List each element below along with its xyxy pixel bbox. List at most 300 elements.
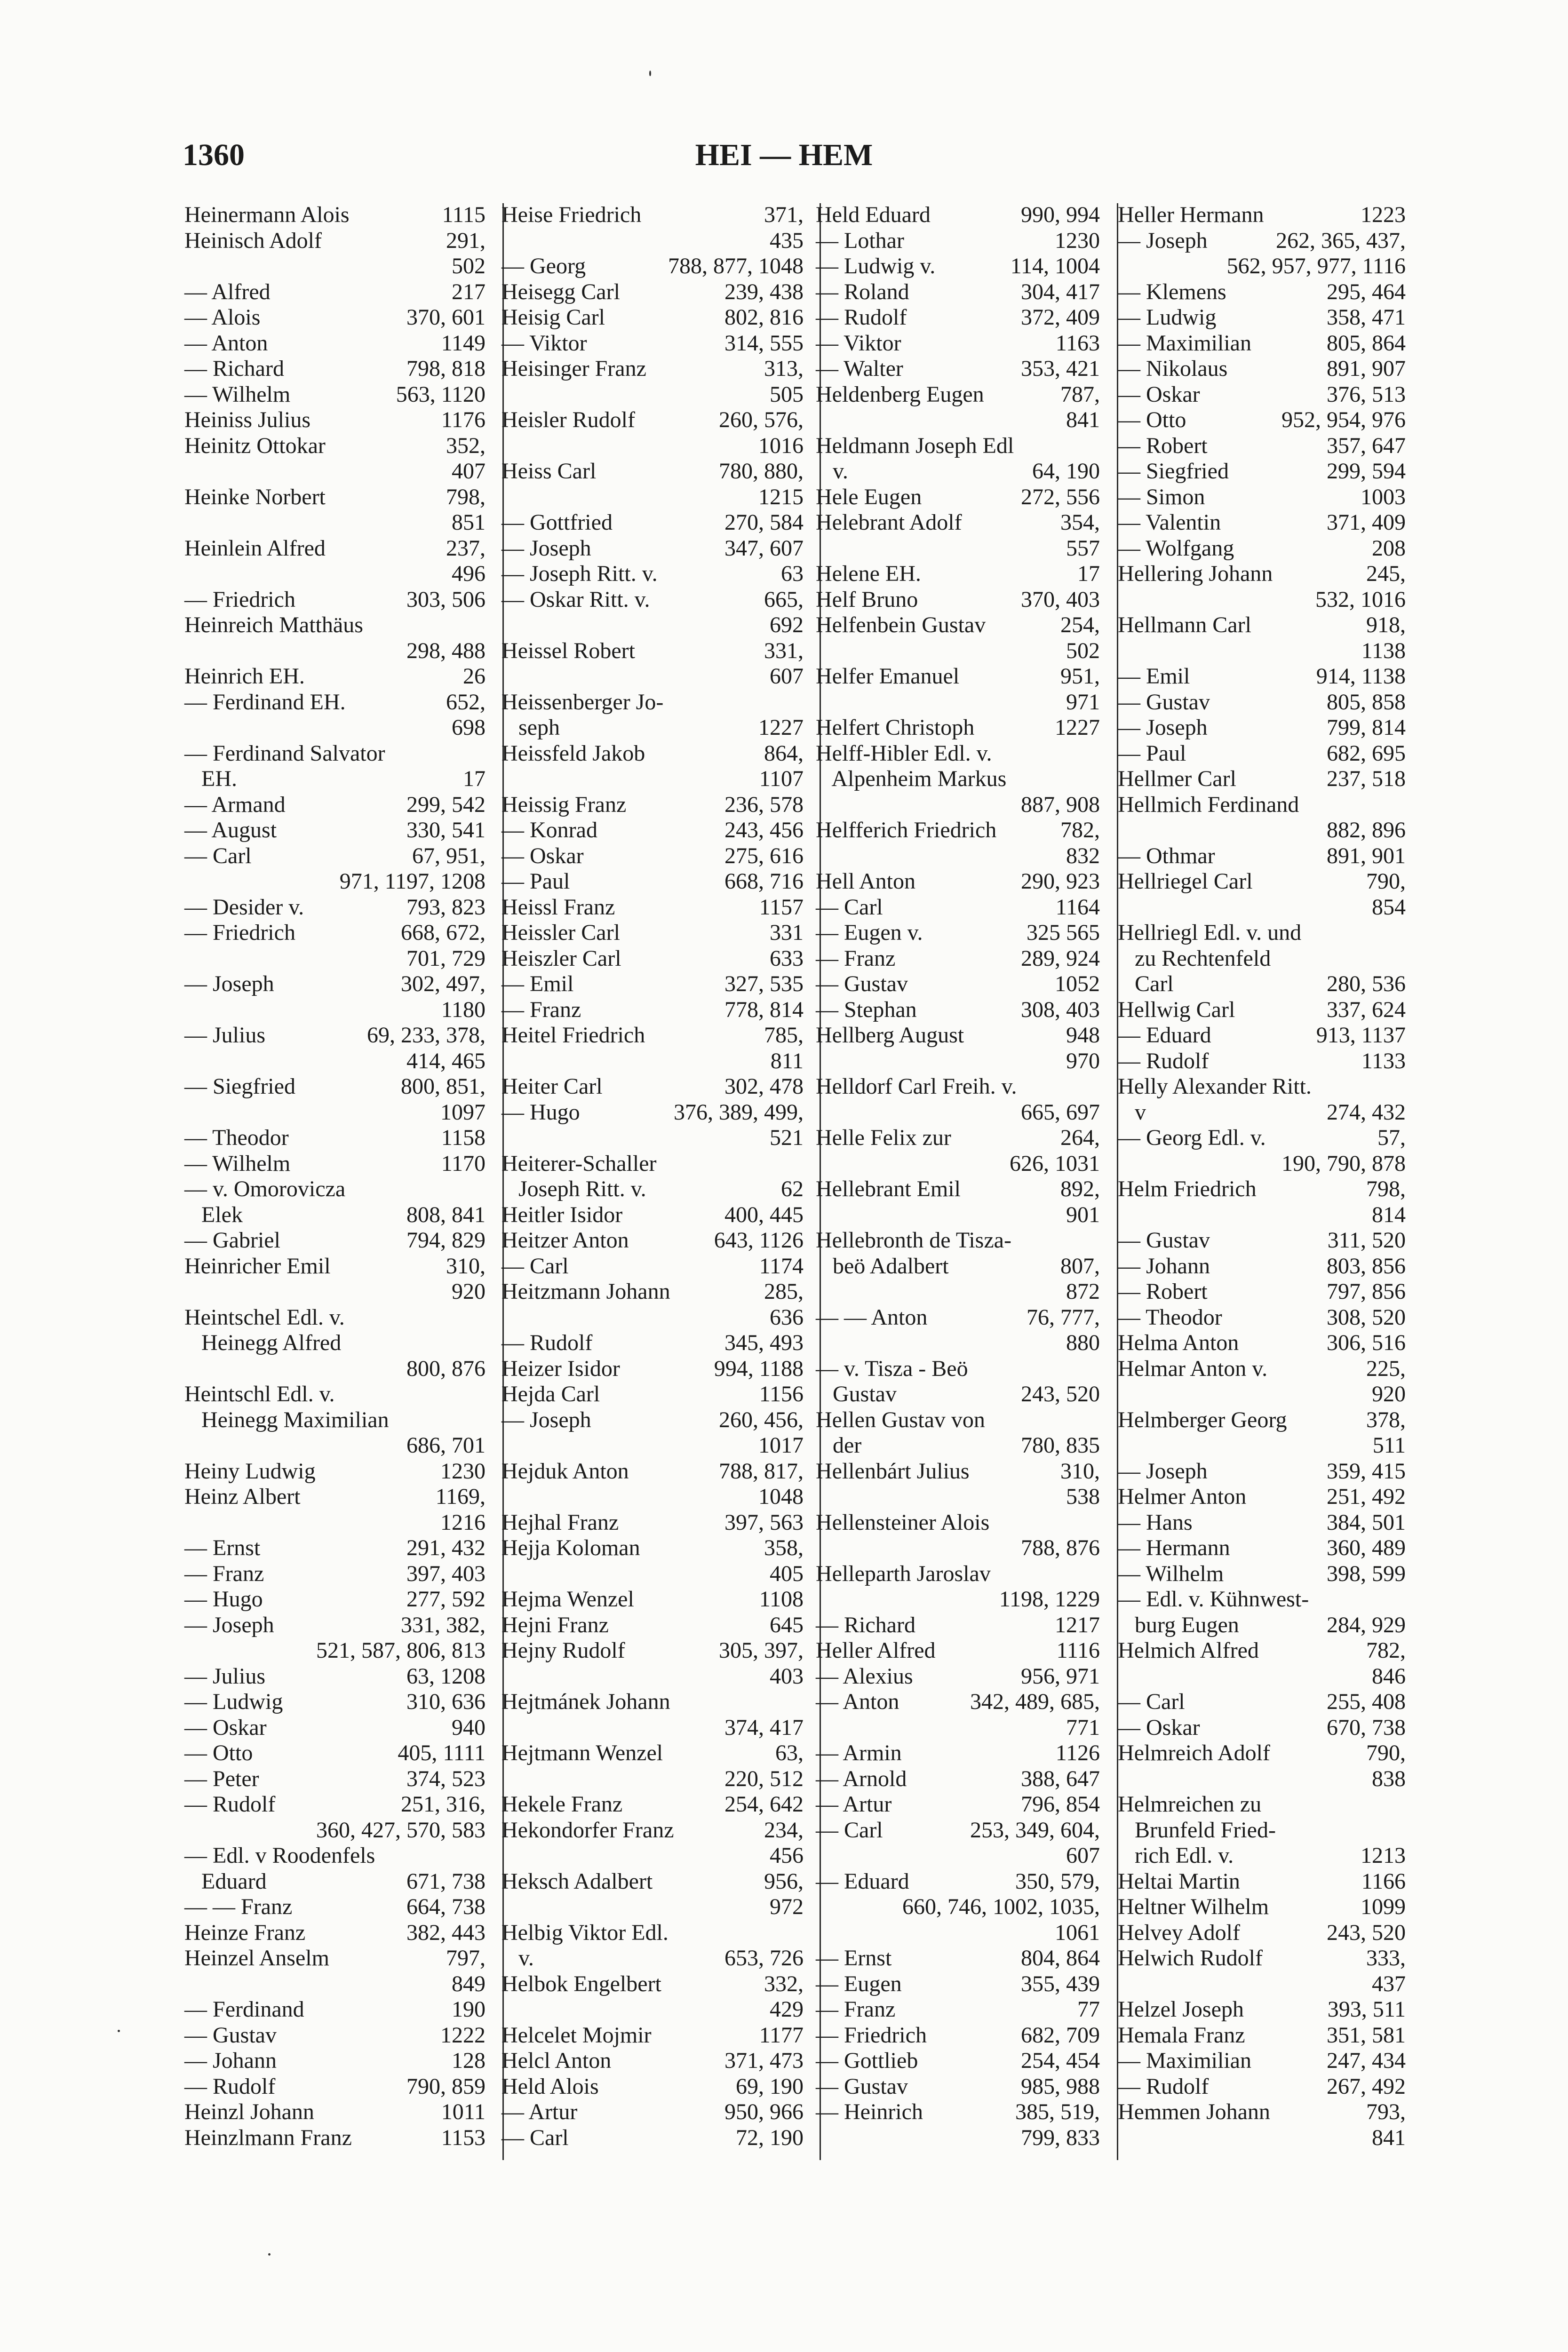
entry-name: Helff-Hibler Edl. v.: [816, 740, 992, 766]
entry-pages: 1149: [441, 330, 486, 356]
entry-pages: 354,: [1060, 510, 1100, 535]
entry-name: — Carl: [501, 2125, 569, 2150]
index-entry: [816, 1176, 1100, 1202]
index-entry: [816, 715, 1100, 741]
entry-name: Alpenheim Markus: [816, 766, 1007, 791]
entry-pages: 254,: [1060, 612, 1100, 637]
index-entry: [501, 587, 804, 613]
entry-pages: 557: [1066, 535, 1100, 561]
index-entry: [501, 1305, 804, 1331]
index-entry: [816, 1894, 1100, 1920]
entry-name: — Ludwig v.: [816, 254, 936, 278]
entry-pages: 260, 456,: [719, 1407, 804, 1432]
entry-pages: 502: [452, 254, 486, 278]
entry-pages: 220, 512: [724, 1766, 804, 1791]
index-entry: [501, 382, 804, 408]
entry-name: Heiszler Carl: [501, 946, 621, 971]
entry-pages: 920: [1372, 1382, 1406, 1406]
entry-name: Heinisch Adolf: [184, 228, 322, 253]
index-entry: [501, 1894, 804, 1920]
index-entry: [1118, 1997, 1406, 2023]
index-entry: [816, 2099, 1100, 2125]
index-entry: [816, 1202, 1100, 1228]
entry-pages: 251, 316,: [401, 1792, 486, 1817]
entry-name: Heinricher Emil: [184, 1253, 331, 1279]
entry-pages: 832: [1066, 843, 1100, 868]
index-entry: [816, 741, 1100, 767]
index-entry: [501, 1356, 804, 1382]
entry-name: Eduard: [184, 1868, 267, 1894]
index-entry: [184, 1049, 486, 1074]
index-entry: [1118, 1561, 1406, 1587]
entry-pages: 327, 535: [724, 971, 804, 996]
index-entry: [501, 1535, 804, 1561]
entry-pages: 243, 520: [1021, 1382, 1100, 1406]
index-entry: [184, 1305, 486, 1331]
index-entry: [501, 433, 804, 459]
entry-pages: 701, 729: [406, 946, 486, 971]
entry-pages: 803, 856: [1327, 1253, 1406, 1279]
index-entry: [501, 997, 804, 1023]
entry-name: Helmreichen zu: [1118, 1792, 1262, 1817]
index-entry: [184, 612, 486, 638]
index-entry: [1118, 1074, 1406, 1100]
index-entry: [1118, 895, 1406, 921]
entry-pages: 636: [770, 1304, 804, 1330]
index-entry: [501, 1843, 804, 1869]
index-entry: [1118, 1843, 1406, 1869]
index-entry: [1118, 587, 1406, 613]
entry-name: Hellwig Carl: [1118, 997, 1235, 1022]
entry-name: Heller Alfred: [816, 1638, 936, 1663]
index-entry: [1118, 920, 1406, 946]
entry-pages: 277, 592: [406, 1587, 486, 1612]
entry-name: — Franz: [816, 1997, 896, 2022]
entry-name: Heitzmann Johann: [501, 1279, 670, 1304]
index-entry: [816, 1664, 1100, 1690]
entry-name: — Ferdinand EH.: [184, 689, 346, 715]
index-entry: [184, 228, 486, 254]
index-entry: [501, 612, 804, 638]
index-entry: [501, 2099, 804, 2125]
index-entry: [501, 664, 804, 690]
entry-pages: 372, 409: [1021, 305, 1100, 330]
entry-pages: 1011: [441, 2099, 486, 2124]
index-entry: [816, 1330, 1100, 1356]
entry-name: Helzel Joseph: [1118, 1997, 1244, 2022]
entry-pages: 260, 576,: [719, 407, 804, 432]
entry-pages: 357, 647: [1327, 433, 1406, 458]
entry-pages: 298, 488: [406, 638, 486, 663]
index-entry: [1118, 1740, 1406, 1766]
entry-pages: 948: [1066, 1023, 1100, 1048]
entry-pages: 841: [1066, 407, 1100, 432]
entry-name: — Carl: [184, 843, 252, 868]
entry-name: Helmar Anton v.: [1118, 1356, 1268, 1381]
entry-name: Heissl Franz: [501, 894, 615, 920]
entry-name: Hejtmann Wenzel: [501, 1740, 663, 1765]
index-entry: [184, 690, 486, 715]
entry-pages: 128: [452, 2048, 486, 2073]
index-column-1: [184, 202, 486, 2151]
entry-name: Heizer Isidor: [501, 1356, 620, 1381]
entry-pages: 521: [770, 1125, 804, 1150]
entry-pages: 267, 492: [1327, 2074, 1406, 2099]
entry-name: — Emil: [1118, 664, 1190, 689]
index-entry: [816, 2048, 1100, 2074]
entry-pages: 782,: [1366, 1638, 1406, 1663]
entry-name: — Julius: [184, 1023, 266, 1048]
entry-name: — Desider v.: [184, 894, 304, 920]
entry-pages: 291,: [446, 228, 486, 253]
entry-pages: 1115: [442, 202, 486, 227]
entry-name: — Julius: [184, 1663, 266, 1689]
entry-name: Hellebrant Emil: [816, 1176, 961, 1201]
index-entry: [1118, 510, 1406, 536]
entry-name: — Roland: [816, 279, 909, 304]
entry-name: Heintschl Edl. v.: [184, 1382, 335, 1406]
entry-pages: 793,: [1366, 2099, 1406, 2124]
entry-pages: 239, 438: [724, 279, 804, 304]
entry-pages: 371, 409: [1327, 510, 1406, 535]
entry-name: Heltai Martin: [1118, 1868, 1240, 1894]
index-entry: [816, 1740, 1100, 1766]
entry-name: v.: [501, 1946, 534, 1971]
entry-name: Hellberg August: [816, 1023, 964, 1048]
index-entry: [816, 1484, 1100, 1510]
entry-name: — Siegfried: [1118, 459, 1229, 484]
index-entry: [501, 843, 804, 869]
entry-pages: 69, 233, 378,: [367, 1023, 486, 1048]
entry-name: Joseph Ritt. v.: [501, 1176, 646, 1201]
entry-name: — Alexius: [816, 1663, 913, 1689]
entry-pages: 1157: [759, 894, 804, 920]
entry-pages: 290, 923: [1021, 869, 1100, 894]
index-entry: [816, 433, 1100, 459]
entry-name: — Friedrich: [816, 2022, 927, 2048]
index-entry: [501, 766, 804, 792]
entry-pages: 456: [770, 1843, 804, 1868]
index-entry: [501, 792, 804, 818]
entry-pages: 682, 695: [1327, 740, 1406, 766]
index-entry: [816, 1946, 1100, 1971]
entry-pages: 76, 777,: [1027, 1304, 1100, 1330]
index-entry: [184, 202, 486, 228]
index-entry: [501, 1279, 804, 1305]
entry-name: — Ferdinand: [184, 1997, 304, 2022]
entry-name: Heintschel Edl. v.: [184, 1304, 345, 1330]
entry-pages: 1227: [758, 715, 804, 740]
entry-pages: 17: [463, 766, 486, 791]
index-entry: [1118, 356, 1406, 382]
entry-pages: 1230: [440, 1458, 486, 1484]
entry-name: — Armin: [816, 1740, 902, 1765]
index-entry: [1118, 843, 1406, 869]
index-entry: [501, 690, 804, 715]
index-entry: [501, 895, 804, 921]
entry-name: Helmich Alfred: [1118, 1638, 1259, 1663]
entry-pages: 799, 833: [1021, 2125, 1100, 2150]
index-entry: [816, 536, 1100, 562]
index-entry: [1118, 1356, 1406, 1382]
entry-pages: 371, 473: [724, 2048, 804, 2073]
entry-pages: 1213: [1361, 1843, 1406, 1868]
entry-pages: 633: [770, 946, 804, 971]
entry-pages: 234,: [764, 1817, 804, 1843]
entry-pages: 407: [452, 459, 486, 484]
index-entry: [816, 1510, 1100, 1536]
index-entry: [1118, 1433, 1406, 1459]
entry-pages: 398, 599: [1327, 1561, 1406, 1586]
index-entry: [816, 1792, 1100, 1818]
entry-pages: 351, 581: [1327, 2022, 1406, 2048]
index-entry: [1118, 664, 1406, 690]
entry-pages: 682, 709: [1021, 2022, 1100, 2048]
index-entry: [816, 459, 1100, 485]
entry-pages: 305, 397,: [719, 1638, 804, 1663]
entry-pages: 69, 190: [736, 2074, 804, 2099]
index-entry: [184, 1100, 486, 1126]
entry-pages: 285,: [764, 1279, 804, 1304]
entry-pages: 1164: [1055, 894, 1100, 920]
entry-name: Heinzel Anselm: [184, 1946, 329, 1971]
entry-name: Heltner Wilhelm: [1118, 1894, 1269, 1919]
entry-name: Hekondorfer Franz: [501, 1817, 674, 1843]
print-speck: [649, 71, 651, 76]
entry-pages: 330, 541: [406, 818, 486, 842]
entry-pages: 299, 594: [1327, 459, 1406, 484]
index-entry: [816, 1818, 1100, 1843]
index-entry: [1118, 1766, 1406, 1792]
index-entry: [1118, 612, 1406, 638]
entry-pages: 358,: [764, 1535, 804, 1560]
index-entry: [816, 2125, 1100, 2151]
entry-name: — Hugo: [501, 1099, 580, 1125]
entry-name: Hellmich Ferdinand: [1118, 792, 1299, 817]
index-entry: [501, 407, 804, 433]
entry-name: — Armand: [184, 792, 286, 817]
entry-pages: 800, 851,: [401, 1074, 486, 1099]
entry-pages: 1217: [1055, 1612, 1100, 1637]
entry-pages: 400, 445: [724, 1202, 804, 1227]
entry-name: Heisig Carl: [501, 305, 605, 330]
index-entry: [816, 1382, 1100, 1407]
index-entry: [816, 1869, 1100, 1895]
entry-pages: 1061: [1055, 1920, 1100, 1945]
index-entry: [1118, 1510, 1406, 1536]
index-entry: [501, 331, 804, 357]
index-entry: [184, 1023, 486, 1049]
entry-name: — Wilhelm: [184, 1151, 291, 1176]
entry-name: Hejtmánek Johann: [501, 1689, 670, 1714]
index-entry: [501, 1638, 804, 1664]
index-entry: [1118, 1202, 1406, 1228]
entry-pages: 359, 415: [1327, 1458, 1406, 1484]
entry-pages: 190: [452, 1997, 486, 2022]
entry-pages: 397, 403: [406, 1561, 486, 1586]
entry-pages: 892,: [1060, 1176, 1100, 1201]
entry-name: Heissler Carl: [501, 920, 620, 945]
index-entry: [501, 1459, 804, 1485]
index-entry: [1118, 818, 1406, 843]
index-entry: [184, 2074, 486, 2100]
entry-pages: 291, 432: [406, 1535, 486, 1560]
index-entry: [816, 1587, 1100, 1613]
index-entry: [184, 1228, 486, 1254]
index-entry: [184, 587, 486, 613]
entry-pages: 243, 456: [724, 818, 804, 842]
entry-pages: 262, 365, 437,: [1276, 228, 1406, 253]
entry-pages: 653, 726: [724, 1946, 804, 1971]
entry-pages: 887, 908: [1021, 792, 1100, 817]
index-entry: [184, 485, 486, 510]
index-entry: [501, 2074, 804, 2100]
entry-name: Helmreich Adolf: [1118, 1740, 1270, 1765]
entry-name: Heinitz Ottokar: [184, 433, 326, 458]
entry-name: — Rudolf: [1118, 1048, 1209, 1073]
entry-pages: 208: [1372, 535, 1406, 561]
index-entry: [1118, 1894, 1406, 1920]
entry-pages: 331: [770, 920, 804, 945]
entry-pages: 370, 601: [406, 305, 486, 330]
index-entry: [184, 561, 486, 587]
entry-name: — Friedrich: [184, 920, 295, 945]
entry-pages: 310, 636: [406, 1689, 486, 1714]
index-entry: [184, 1074, 486, 1100]
entry-pages: 698: [452, 715, 486, 740]
entry-pages: 671, 738: [406, 1868, 486, 1894]
entry-pages: 872: [1066, 1279, 1100, 1304]
index-entry: [816, 1049, 1100, 1074]
index-entry: [501, 305, 804, 331]
entry-pages: 668, 672,: [401, 920, 486, 945]
entry-pages: 1048: [758, 1484, 804, 1509]
entry-pages: 1116: [1056, 1638, 1100, 1663]
index-entry: [816, 331, 1100, 357]
entry-name: — Richard: [816, 1612, 915, 1637]
entry-name: Hele Eugen: [816, 484, 922, 509]
index-entry: [816, 1638, 1100, 1664]
index-entry: [184, 407, 486, 433]
entry-pages: 1215: [758, 484, 804, 509]
index-entry: [1118, 433, 1406, 459]
entry-pages: 274, 432: [1327, 1099, 1406, 1125]
entry-name: der: [816, 1433, 862, 1458]
index-entry: [816, 1535, 1100, 1561]
entry-pages: 1180: [441, 997, 486, 1022]
entry-name: — Carl: [501, 1253, 569, 1279]
index-entry: [816, 1228, 1100, 1254]
entry-pages: 345, 493: [724, 1330, 804, 1355]
entry-name: Helfenbein Gustav: [816, 612, 986, 637]
index-entry: [816, 1613, 1100, 1638]
index-entry: [816, 1279, 1100, 1305]
entry-pages: 374, 417: [724, 1715, 804, 1740]
index-entry: [816, 356, 1100, 382]
entry-name: — Anton: [184, 330, 268, 356]
entry-pages: 376, 389, 499,: [674, 1099, 804, 1125]
entry-pages: 342, 489, 685,: [970, 1689, 1100, 1714]
index-entry: [184, 305, 486, 331]
index-entry: [1118, 1100, 1406, 1126]
index-entry: [501, 202, 804, 228]
entry-name: — Lothar: [816, 228, 904, 253]
entry-pages: 846: [1372, 1663, 1406, 1689]
index-entry: [501, 971, 804, 997]
index-entry: [816, 1151, 1100, 1177]
entry-pages: 289, 924: [1021, 946, 1100, 971]
index-entry: [816, 1356, 1100, 1382]
index-entry: [816, 407, 1100, 433]
index-entry: [1118, 1946, 1406, 1971]
index-entry: [1118, 1228, 1406, 1254]
entry-name: Heissenberger Jo-: [501, 689, 664, 715]
print-speck: [268, 2253, 271, 2256]
index-entry: [501, 1971, 804, 1997]
entry-name: Heissfeld Jakob: [501, 740, 645, 766]
entry-name: — Franz: [501, 997, 581, 1022]
entry-name: — Joseph: [1118, 715, 1208, 740]
entry-pages: 692: [770, 612, 804, 637]
entry-pages: 940: [452, 1715, 486, 1740]
entry-name: Helfferich Friedrich: [816, 818, 997, 842]
entry-pages: 864,: [764, 740, 804, 766]
entry-pages: 799, 814: [1327, 715, 1406, 740]
entry-name: Heiniss Julius: [184, 407, 311, 432]
entry-pages: 352,: [446, 433, 486, 458]
index-entry: [184, 792, 486, 818]
entry-name: Hemmen Johann: [1118, 2099, 1270, 2124]
entry-name: Heksch Adalbert: [501, 1868, 653, 1894]
index-entry: [816, 1100, 1100, 1126]
entry-pages: 808, 841: [406, 1202, 486, 1227]
entry-name: Heldmann Joseph Edl: [816, 433, 1014, 458]
index-entry: [1118, 1484, 1406, 1510]
index-entry: [1118, 382, 1406, 408]
entry-name: — Anton: [816, 1689, 899, 1714]
entry-name: Hellen Gustav von: [816, 1407, 985, 1432]
entry-pages: 985, 988: [1021, 2074, 1100, 2099]
entry-name: Hejja Koloman: [501, 1535, 640, 1560]
index-entry: [1118, 331, 1406, 357]
index-entry: [1118, 1971, 1406, 1997]
entry-name: Hekele Franz: [501, 1792, 623, 1817]
entry-pages: 374, 523: [406, 1766, 486, 1791]
entry-pages: 270, 584: [724, 510, 804, 535]
entry-pages: 243, 520: [1327, 1920, 1406, 1945]
entry-pages: 802, 816: [724, 305, 804, 330]
entry-name: — Oskar: [1118, 381, 1200, 407]
entry-pages: 793, 823: [406, 894, 486, 920]
index-entry: [816, 228, 1100, 254]
entry-name: Heisegg Carl: [501, 279, 620, 304]
index-entry: [816, 946, 1100, 972]
entry-name: Hejhal Franz: [501, 1510, 619, 1535]
entry-name: — Theodor: [1118, 1304, 1222, 1330]
entry-name: Helcl Anton: [501, 2048, 612, 2073]
entry-pages: 665,: [764, 587, 804, 612]
entry-pages: 331,: [764, 638, 804, 663]
entry-name: Heinze Franz: [184, 1920, 306, 1945]
index-entry: [1118, 1715, 1406, 1741]
entry-pages: 780, 835: [1021, 1433, 1100, 1458]
entry-name: Helm Friedrich: [1118, 1176, 1257, 1201]
index-entry: [1118, 1305, 1406, 1331]
entry-pages: 563, 1120: [396, 381, 486, 407]
entry-pages: 1016: [758, 433, 804, 458]
index-entry: [1118, 2048, 1406, 2074]
entry-pages: 797,: [446, 1946, 486, 1971]
